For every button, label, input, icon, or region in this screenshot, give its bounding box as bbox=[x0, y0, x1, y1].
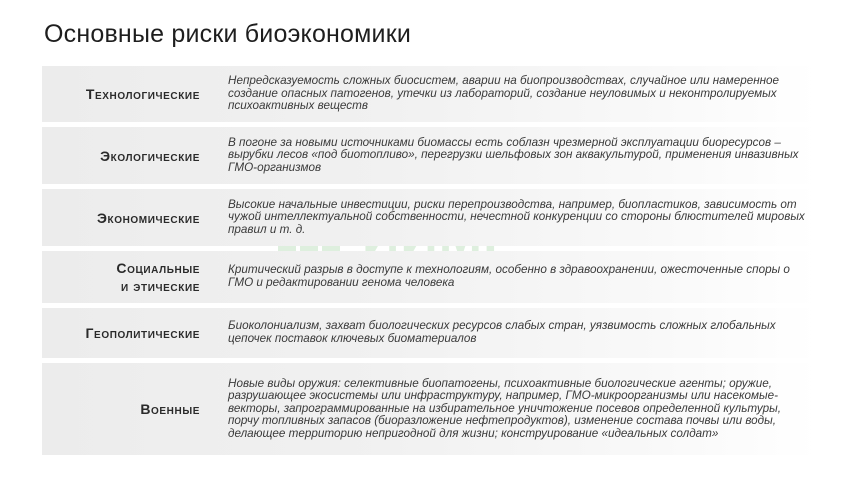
risk-category: Геополитические bbox=[85, 325, 200, 341]
risk-description: Непредсказуемость сложных биосистем, аварии на биопроизводствах, случайное или намеренное создание опасных патогенов, утечки из лабораторий, создание неуловимых и неконтролируемых психоактивных веществ bbox=[228, 74, 780, 113]
risk-category: Социальные и этические bbox=[116, 260, 200, 294]
risk-category: Экологические bbox=[100, 147, 200, 164]
risk-description: В погоне за новыми источниками биомассы есть соблазн чрезмерной эксплуатации биоресурсов – вырубки лесов «под биотопливо», перегрузки шельфовых зон аквакультурой, применения инвазивных ГМО-организмов bbox=[228, 135, 799, 174]
risk-description: Критический разрыв в доступе к технологиям, особенно в здравоохранении, ожесточенные споры о ГМО и редактировании генома человека bbox=[228, 263, 790, 289]
risk-row-geopolitical bbox=[42, 308, 818, 358]
risk-category: Технологические bbox=[85, 86, 200, 102]
risk-row-social-ethical bbox=[42, 251, 818, 303]
risk-row-military bbox=[42, 363, 818, 455]
page-title: Основные риски биоэкономики bbox=[44, 20, 412, 48]
risk-row-technological bbox=[42, 66, 818, 122]
risk-description: Новые виды оружия: селективные биопатогены, психоактивные биологические агенты; оружие, разрушающее экосистемы или инфраструктуру, например, ГМО-микроорганизмы или насекомые-векторы, запрограммированные на избирательное уничтожение посевов определенной культуры, порчу топливных запасов (биоразложение нефтепродуктов), изменение состава почвы или воды, делающее территорию непригодной для жизни; конструирование «идеальных солдат» bbox=[228, 376, 782, 440]
risk-description: Биоколониализм, захват биологических ресурсов слабых стран, уязвимость сложных глобальных цепочек поставок ключевых биоматериалов bbox=[228, 319, 776, 345]
risk-category: Военные bbox=[140, 401, 200, 417]
risk-category: Экономические bbox=[96, 209, 200, 226]
risk-table bbox=[42, 66, 818, 460]
risk-row-ecological bbox=[42, 127, 818, 184]
risk-description: Высокие начальные инвестиции, риски перепроизводства, например, биопластиков, зависимость от чужой интеллектуальной собственности, нечестной конкуренции со стороны блюстителей мировых правил и т. д. bbox=[228, 197, 805, 236]
risk-row-economic bbox=[42, 189, 818, 246]
